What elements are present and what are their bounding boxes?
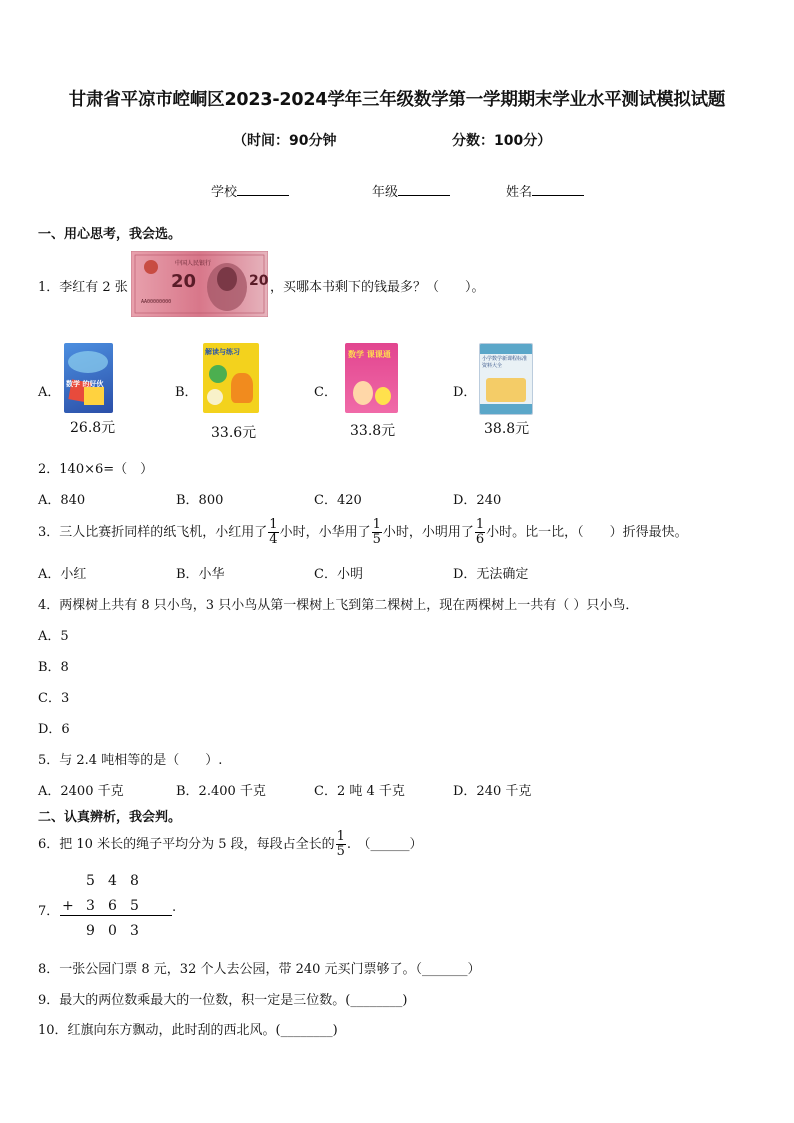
q2-option-c[interactable]: C．420 — [314, 493, 362, 508]
name-blank[interactable] — [532, 182, 584, 196]
exam-score: 分数：100分） — [452, 133, 552, 149]
q1-option-a-label[interactable]: A． — [38, 385, 61, 400]
q2-option-d[interactable]: D．240 — [453, 493, 502, 508]
name-label: 姓名 — [506, 185, 533, 200]
banknote-denomination: 20 — [171, 271, 197, 292]
q1-option-a-price: 26.8元 — [70, 420, 116, 436]
q6-text — [38, 826, 423, 864]
q7-tail: . — [172, 900, 177, 915]
q7-digit-2-3: 5 — [130, 898, 139, 914]
q10-text: 10．红旗向东方飘动，此时刮的西北风。(________) — [38, 1023, 338, 1038]
book-a-title: 数学 的好伙 — [66, 380, 104, 388]
book-d-cover[interactable] — [479, 343, 533, 415]
banknote-serial: AA00000000 — [141, 299, 172, 305]
q7-result-2: 0 — [108, 923, 117, 939]
banknote-image — [131, 251, 268, 317]
q5-text: 5．与 2.4 吨相等的是（ ）. — [38, 753, 223, 768]
school-blank[interactable] — [237, 182, 289, 196]
q3-part-4: 小时。比一比，（ ）折得最快。 — [486, 525, 688, 540]
q6-part-2: . （______） — [346, 837, 423, 852]
grade-field[interactable] — [372, 181, 450, 200]
q1-text-post: ，买哪本书剩下的钱最多？（ ）。 — [270, 280, 485, 295]
q3-option-d[interactable]: D．无法确定 — [453, 567, 529, 582]
q7-digit-2-1: 3 — [86, 898, 95, 914]
book-b-cover[interactable] — [203, 343, 259, 413]
q3-part-3: 小时，小明用了 — [382, 525, 474, 540]
q7-digit-1-3: 8 — [130, 873, 139, 889]
q5-option-d[interactable]: D．240 千克 — [453, 784, 532, 799]
q9-text: 9．最大的两位数乘最大的一位数，积一定是三位数。(________) — [38, 993, 408, 1008]
q4-option-c[interactable]: C．3 — [38, 691, 70, 706]
q4-option-a[interactable]: A．5 — [38, 629, 69, 644]
q3-fraction-3: $\frac{1}{6}$ — [475, 517, 485, 547]
book-d-title: 小学数学新课程标准 资料大全 — [482, 356, 528, 369]
q2-option-b[interactable]: B．800 — [176, 493, 224, 508]
q1-text-pre: 1．李红有 2 张 — [38, 280, 128, 295]
q4-option-d[interactable]: D．6 — [38, 722, 70, 737]
q6-fraction: $\frac{1}{5}$ — [336, 829, 345, 859]
section-1-heading: 一、用心思考，我会选。 — [38, 227, 182, 242]
book-c-cover[interactable] — [345, 343, 398, 413]
banknote-bank: 中国人民银行 — [175, 260, 212, 267]
name-field[interactable] — [506, 181, 584, 200]
section-2-heading: 二、认真辨析，我会判。 — [38, 810, 182, 825]
q3-fraction-2: $\frac{1}{5}$ — [372, 517, 381, 547]
q6-part-1: 6．把 10 米长的绳子平均分为 5 段，每段占全长的 — [38, 837, 335, 852]
book-b-title: 解读与练习 — [205, 348, 240, 356]
q1-option-c-price: 33.8元 — [350, 423, 396, 439]
book-c-title: 数学 课课通 — [348, 350, 391, 359]
exam-time: （时间：90分钟 — [233, 133, 337, 149]
school-label: 学校 — [211, 185, 238, 200]
q3-option-a[interactable]: A．小红 — [38, 567, 87, 582]
school-field[interactable] — [211, 181, 289, 200]
q3-part-1: 3．三人比赛折同样的纸飞机，小红用了 — [38, 525, 268, 540]
q4-option-b[interactable]: B．8 — [38, 660, 69, 675]
q2-option-a[interactable]: A．840 — [38, 493, 86, 508]
q7-digit-1-1: 5 — [86, 873, 95, 889]
q8-text: 8．一张公园门票 8 元，32 个人去公园，带 240 元买门票够了。（_______） — [38, 962, 481, 977]
grade-blank[interactable] — [398, 182, 450, 196]
q3-text — [38, 513, 688, 553]
q3-option-c[interactable]: C．小明 — [314, 567, 363, 582]
q3-option-b[interactable]: B．小华 — [176, 567, 225, 582]
q3-fraction-1: $\frac{1}{4}$ — [269, 517, 278, 547]
q5-option-a[interactable]: A．2400 千克 — [38, 784, 124, 799]
q1-option-d-label[interactable]: D． — [453, 385, 477, 400]
q7-sum-line — [60, 915, 172, 916]
q2-text: 2．140×6=（ ） — [38, 462, 154, 477]
q7-result-1: 9 — [86, 923, 95, 939]
q1-option-d-price: 38.8元 — [484, 421, 530, 437]
q7-label: 7． — [38, 904, 60, 919]
q7-digit-2-2: 6 — [108, 898, 117, 914]
grade-label: 年级 — [372, 185, 399, 200]
q1-option-c-label[interactable]: C． — [314, 385, 337, 400]
q7-result-3: 3 — [130, 923, 139, 939]
q5-option-b[interactable]: B．2.400 千克 — [176, 784, 266, 799]
q7-plus-sign: + — [62, 898, 74, 914]
page-title: 甘肃省平凉市崆峒区2023-2024学年三年级数学第一学期期末学业水平测试模拟试题 — [68, 90, 726, 110]
q1-option-b-price: 33.6元 — [211, 425, 257, 441]
q7-digit-1-2: 4 — [108, 873, 117, 889]
q3-part-2: 小时，小华用了 — [279, 525, 371, 540]
q5-option-c[interactable]: C．2 吨 4 千克 — [314, 784, 405, 799]
q1-option-b-label[interactable]: B． — [175, 385, 198, 400]
banknote-denomination-right: 20 — [249, 273, 268, 289]
book-a-cover[interactable] — [64, 343, 113, 413]
q4-text: 4．两棵树上共有 8 只小鸟，3 只小鸟从第一棵树上飞到第二棵树上，现在两棵树上一共有（ ）只小鸟． — [38, 598, 639, 613]
